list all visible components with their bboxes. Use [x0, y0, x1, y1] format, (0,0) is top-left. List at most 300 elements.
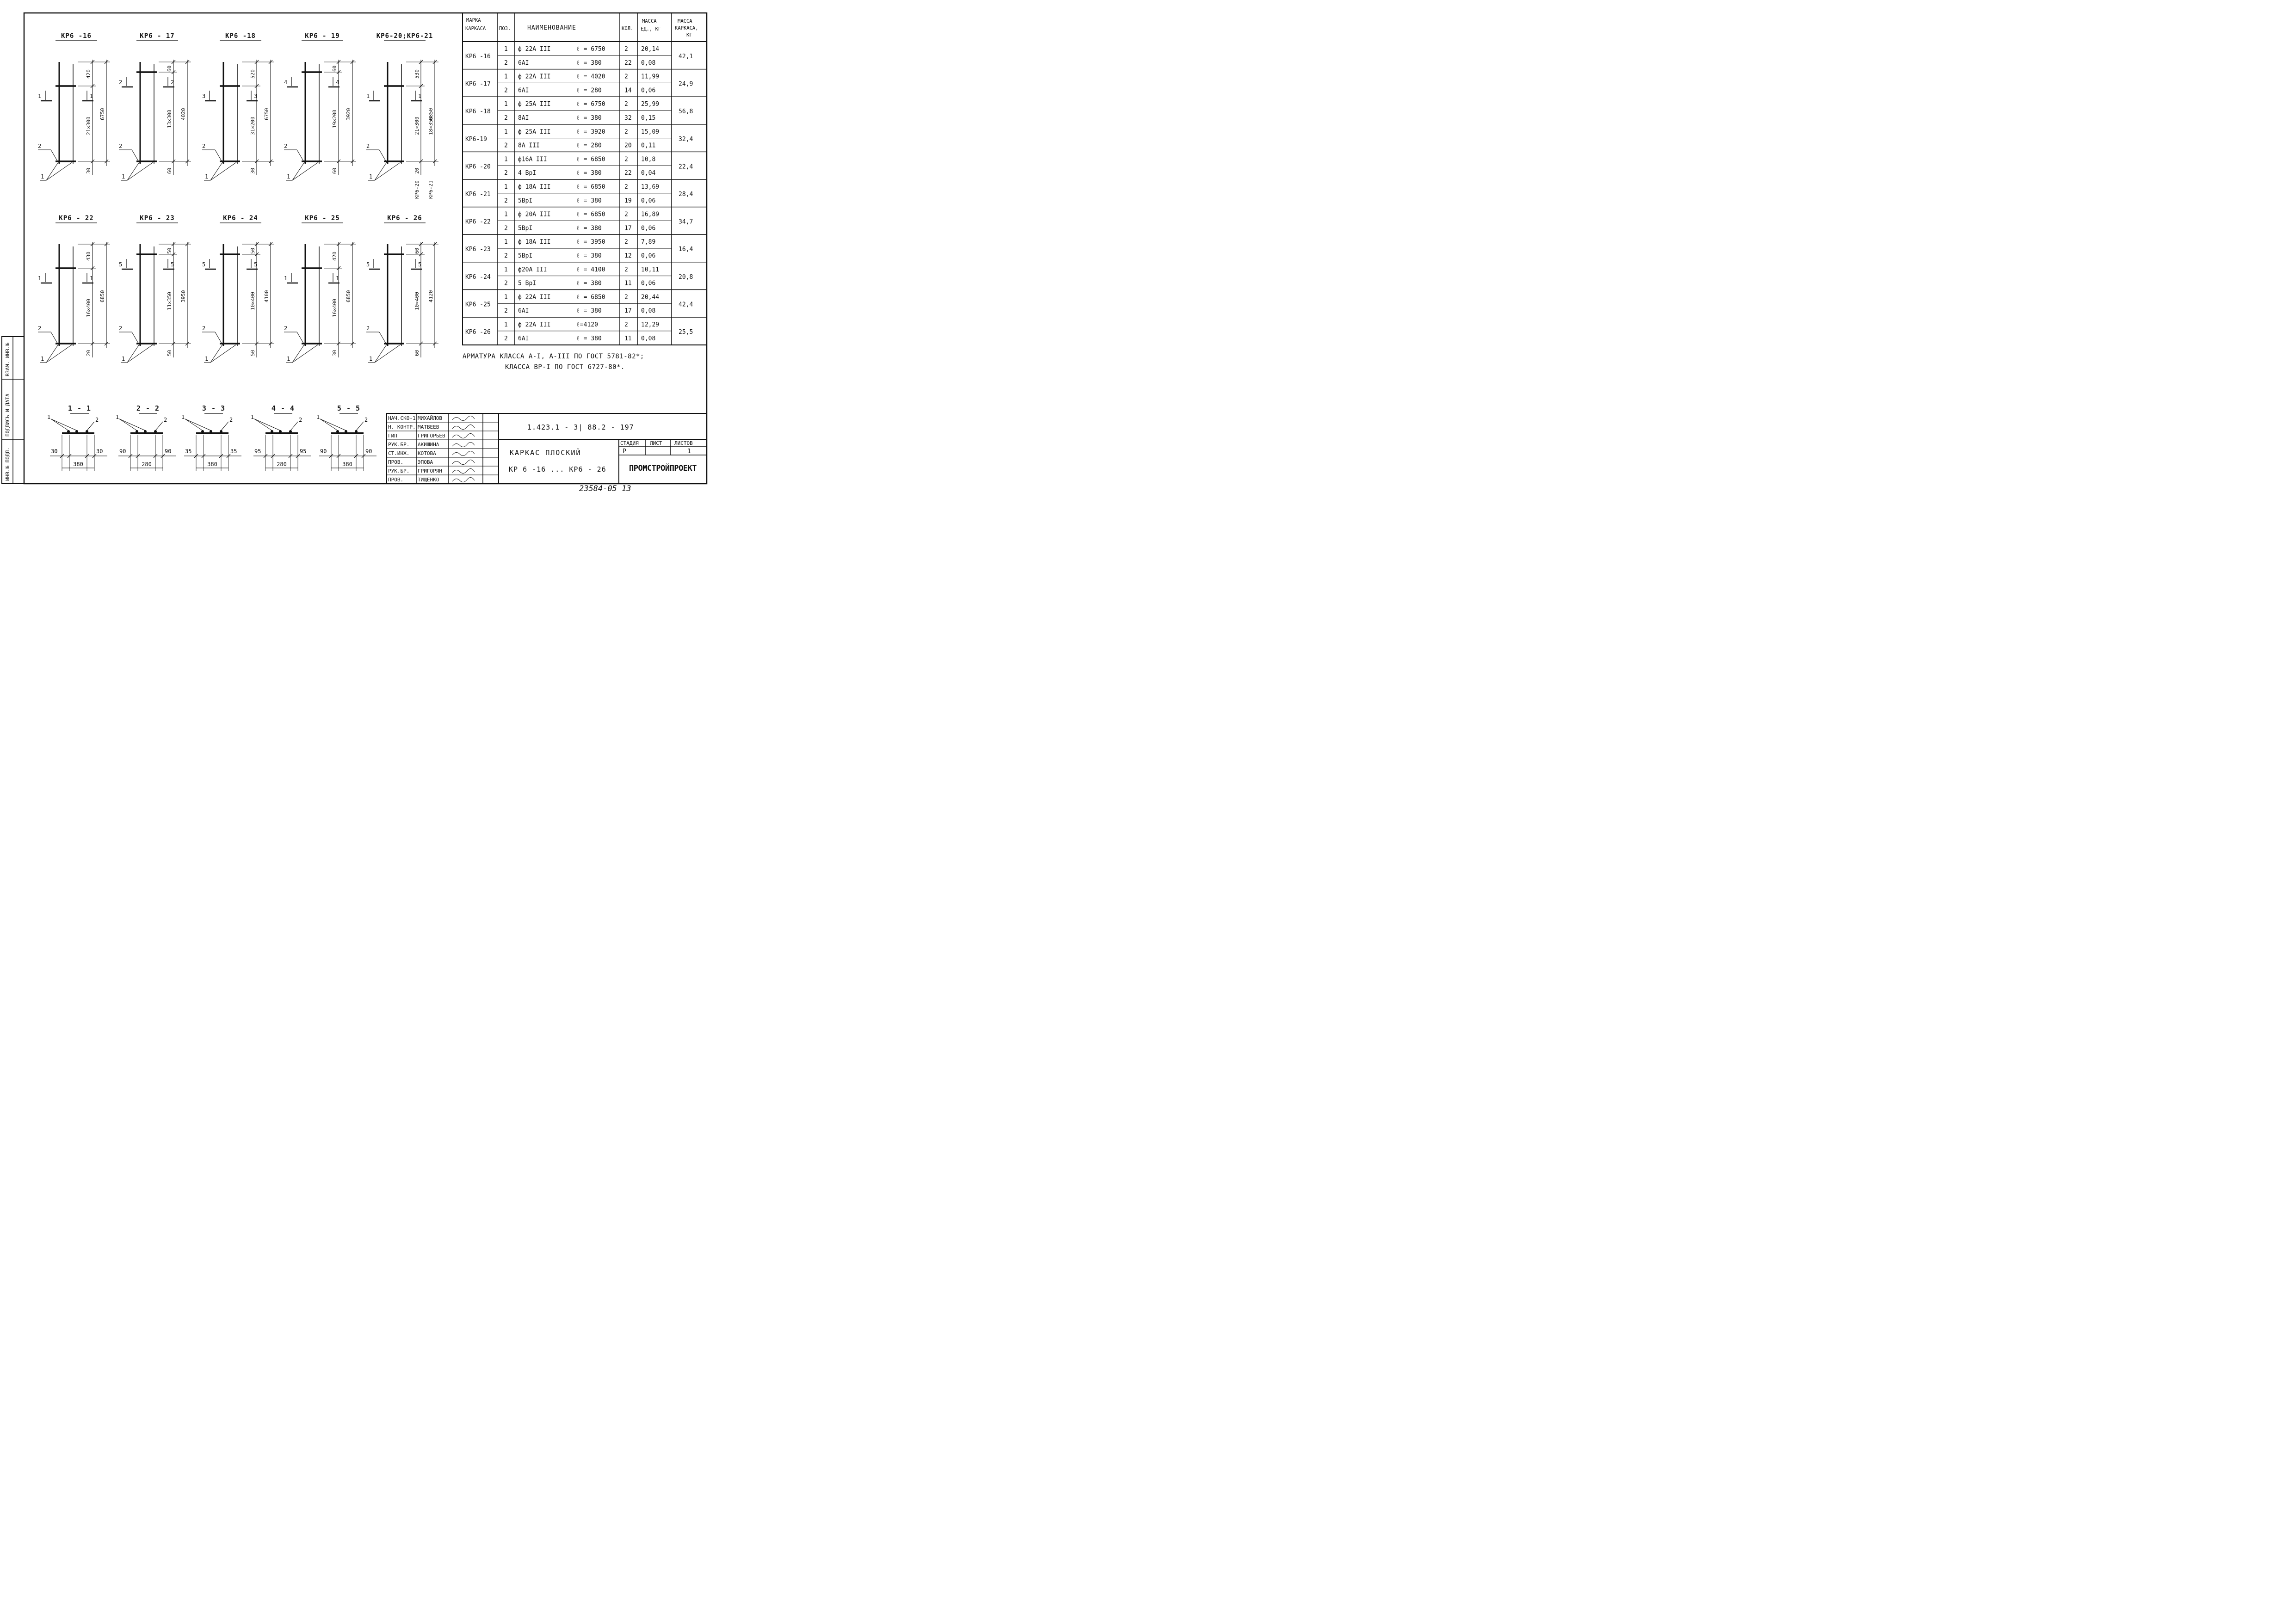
- item-qty: 19: [624, 197, 632, 204]
- leader: [221, 422, 228, 431]
- dim-label: 11×350: [167, 292, 173, 310]
- leader: [215, 150, 222, 161]
- dim-label: 420: [332, 252, 338, 261]
- leader: [320, 419, 346, 431]
- position-label: 1: [369, 173, 373, 180]
- section-mark-label: 5: [171, 261, 174, 268]
- leader: [127, 162, 153, 180]
- item-mass: 0,04: [641, 170, 656, 177]
- leader: [254, 419, 272, 431]
- dim-label: 520: [250, 69, 256, 79]
- stamp-name: ГРИГОРЬЕВ: [418, 433, 445, 439]
- item-poz: 2: [504, 308, 508, 315]
- section-mark-label: 3: [254, 93, 258, 99]
- note-line2: КЛАССА ВР-I ПО ГОСТ 6727-80*.: [505, 363, 625, 371]
- dim-label: 6750: [264, 108, 270, 120]
- item-mass: 10,11: [641, 266, 660, 273]
- leader: [210, 344, 236, 363]
- signature-mark: [452, 460, 475, 464]
- item-poz: 2: [504, 87, 508, 94]
- leader: [132, 332, 138, 343]
- item-poz: 1: [504, 101, 508, 108]
- dim-label: 380: [73, 461, 83, 468]
- dim-label: 4100: [264, 290, 270, 302]
- item-qty: 17: [624, 225, 632, 232]
- frame-drawing: [284, 32, 356, 180]
- section-mark-label: 5: [366, 261, 370, 268]
- item-mass: 0,06: [641, 197, 656, 204]
- item-name: 6АI: [518, 335, 529, 342]
- row-total-mass: 20,8: [679, 273, 693, 281]
- section-mark-label: 1: [366, 93, 370, 99]
- position-label: 1: [287, 356, 290, 362]
- item-qty: 11: [624, 335, 632, 342]
- section-drawings: [47, 404, 376, 471]
- signature-mark: [452, 442, 475, 447]
- hdr-name: НАИМЕНОВАНИЕ: [527, 25, 576, 31]
- position-label: 2: [284, 325, 288, 332]
- section-mark-label: 2: [171, 79, 174, 86]
- leader: [185, 419, 203, 431]
- leader: [292, 162, 304, 180]
- dim-label: 50: [167, 350, 173, 356]
- leader: [132, 150, 138, 161]
- dim-label: 90: [320, 448, 327, 455]
- row-total-mass: 25,5: [679, 329, 693, 336]
- position-label: 2: [38, 143, 42, 149]
- doc-code: 1.423.1 - 3| 88.2 - 197: [527, 423, 634, 431]
- item-qty: 2: [624, 321, 628, 328]
- dim-label: 50: [167, 247, 173, 254]
- leader: [375, 162, 387, 180]
- stage-label: СТАДИЯ: [620, 440, 639, 446]
- dim-label: 16×400: [86, 299, 92, 317]
- stamp-name: ГРИГОРЯН: [418, 468, 442, 474]
- row-mark: КР6 -16: [465, 53, 491, 60]
- item-name: ф 20А III: [518, 211, 551, 218]
- stamp-name: ТИЩЕНКО: [418, 477, 439, 483]
- item-length: ℓ = 380: [576, 170, 602, 177]
- item-length: ℓ = 6850: [576, 211, 605, 218]
- frame-variant-label: КР6-20: [414, 180, 420, 199]
- item-qty: 2: [624, 46, 628, 53]
- position-label: 1: [205, 356, 209, 362]
- frame-drawing: [119, 32, 191, 180]
- dim-label: 50: [250, 247, 256, 254]
- dim-label: 60: [167, 65, 173, 72]
- position-label: 2: [164, 417, 167, 423]
- leader: [127, 162, 139, 180]
- item-mass: 13,69: [641, 184, 660, 191]
- item-length: ℓ = 3950: [576, 239, 605, 246]
- item-poz: 2: [504, 197, 508, 204]
- item-length: ℓ = 6750: [576, 46, 605, 53]
- section-mark-label: 1: [90, 93, 93, 99]
- position-label: 1: [251, 414, 254, 420]
- frame-drawing: [202, 32, 274, 180]
- item-mass: 11,99: [641, 73, 660, 80]
- dim-label: 280: [142, 461, 152, 468]
- cross-section: [47, 404, 107, 471]
- item-poz: 2: [504, 59, 508, 67]
- position-label: 1: [122, 356, 125, 362]
- item-mass: 7,89: [641, 239, 656, 246]
- dim-label: 90: [165, 448, 172, 455]
- leader: [215, 332, 222, 343]
- item-qty: 2: [624, 184, 628, 191]
- dim-label: 280: [277, 461, 287, 468]
- signature-mark: [452, 433, 475, 438]
- position-label: 2: [364, 417, 368, 423]
- dim-label: 10×400: [250, 292, 256, 310]
- section-mark-label: 1: [284, 275, 288, 282]
- item-length: ℓ = 6850: [576, 156, 605, 163]
- item-mass: 12,29: [641, 321, 660, 328]
- item-name: ф 22А III: [518, 321, 551, 328]
- section-mark-label: 1: [336, 275, 339, 282]
- item-mass: 25,99: [641, 101, 660, 108]
- leader: [51, 419, 77, 431]
- row-total-mass: 24,9: [679, 80, 693, 88]
- hdr-mass-ed2: ЕД., КГ: [641, 26, 661, 32]
- item-poz: 1: [504, 184, 508, 191]
- item-name: 6АI: [518, 308, 529, 315]
- signature-mark: [452, 477, 475, 482]
- item-name: ф 18А III: [518, 184, 551, 191]
- position-label: 2: [119, 143, 123, 149]
- dim-label: 4120: [428, 290, 434, 302]
- specification-table: [463, 13, 707, 345]
- item-qty: 2: [624, 101, 628, 108]
- footer-number: 23584-05 13: [579, 484, 631, 493]
- row-mark: КР6 -22: [465, 218, 491, 226]
- section-mark-label: 1: [38, 93, 42, 99]
- frame-drawing: [119, 215, 191, 363]
- position-label: 1: [122, 173, 125, 180]
- item-poz: 1: [504, 156, 508, 163]
- sheet-label: ЛИСТ: [650, 440, 662, 446]
- item-length: ℓ = 6850: [576, 184, 605, 191]
- dim-label: 13×300: [167, 110, 173, 128]
- position-label: 1: [116, 414, 119, 420]
- hdr-marka2: КАРКАСА: [465, 26, 486, 31]
- dim-label: 10×400: [414, 292, 420, 310]
- item-poz: 1: [504, 46, 508, 53]
- row-mark: КР6 -25: [465, 301, 491, 308]
- table-row: [463, 184, 707, 207]
- frame-title: КР6 - 25: [305, 215, 340, 222]
- leader: [46, 162, 72, 180]
- position-label: 1: [47, 414, 51, 420]
- table-row: [463, 74, 707, 97]
- row-total-mass: 56,8: [679, 108, 693, 116]
- section-mark-label: 1: [418, 93, 422, 99]
- dim-label: 30: [332, 350, 338, 356]
- dim-label: 35: [230, 448, 237, 455]
- frame-drawing: [202, 215, 274, 363]
- item-name: ф 18А III: [518, 239, 551, 246]
- dim-label: 380: [207, 461, 217, 468]
- leader: [46, 344, 72, 363]
- stamp-name: АКИШИНА: [418, 442, 439, 448]
- dim-label: 30: [96, 448, 103, 455]
- hdr-marka: МАРКА: [466, 18, 481, 23]
- item-name: ф 25А III: [518, 128, 551, 135]
- section-title: 5 - 5: [337, 404, 361, 412]
- dim-label: 60: [414, 247, 420, 254]
- dim-label: 30: [51, 448, 58, 455]
- leader: [375, 162, 401, 180]
- item-poz: 2: [504, 225, 508, 232]
- row-total-mass: 42,4: [679, 301, 693, 308]
- hdr-poz: ПОЗ.: [499, 26, 511, 31]
- table-row: [463, 294, 707, 317]
- item-mass: 0,06: [641, 280, 656, 287]
- stamp-role: ПРОВ.: [388, 459, 404, 465]
- item-name: ф20А III: [518, 266, 547, 273]
- item-length: ℓ = 380: [576, 335, 602, 342]
- frame-drawing: [366, 32, 438, 199]
- cross-section: [181, 404, 241, 471]
- section-title: 2 - 2: [136, 404, 160, 412]
- row-mark: КР6 -24: [465, 273, 491, 281]
- item-mass: 0,06: [641, 225, 656, 232]
- row-total-mass: 22,4: [679, 163, 693, 171]
- sheets-value: 1: [687, 448, 691, 455]
- item-name: ф 22А III: [518, 46, 551, 53]
- stamp-rows: [387, 415, 499, 483]
- position-label: 2: [95, 417, 99, 423]
- leader: [375, 344, 401, 363]
- section-mark-label: 5: [119, 261, 123, 268]
- spec-rows: [463, 46, 707, 345]
- leader: [356, 422, 364, 431]
- cross-section: [316, 404, 376, 471]
- dim-label: 21×300: [86, 117, 92, 135]
- item-length: ℓ = 280: [576, 142, 602, 149]
- table-row: [463, 101, 707, 124]
- table-row: [463, 211, 707, 235]
- item-qty: 22: [624, 59, 632, 67]
- dim-label: 530: [414, 69, 420, 79]
- item-qty: 22: [624, 170, 632, 177]
- leader: [46, 344, 58, 363]
- frame-title: КР6 -18: [225, 32, 256, 40]
- stamp-row: [387, 459, 499, 466]
- section-mark-label: 5: [418, 261, 422, 268]
- position-label: 2: [299, 417, 302, 423]
- leader: [297, 150, 303, 161]
- leader: [51, 419, 68, 431]
- item-name: 5ВрI: [518, 225, 533, 232]
- item-qty: 11: [624, 280, 632, 287]
- leader: [254, 419, 280, 431]
- dim-label: 60: [167, 167, 173, 174]
- item-qty: 20: [624, 142, 632, 149]
- item-qty: 12: [624, 252, 632, 259]
- table-row: [463, 266, 707, 290]
- item-length: ℓ = 380: [576, 225, 602, 232]
- dim-label: 3950: [180, 290, 186, 302]
- item-qty: 14: [624, 87, 632, 94]
- leader: [185, 419, 211, 431]
- leader: [292, 162, 318, 180]
- leader: [379, 150, 386, 161]
- row-mark: КР6 -26: [465, 329, 491, 336]
- section-mark-label: 5: [254, 261, 258, 268]
- leader: [87, 422, 94, 431]
- item-length: ℓ = 380: [576, 308, 602, 315]
- item-poz: 1: [504, 211, 508, 218]
- sheet-title-2: КР 6 -16 ... КР6 - 26: [509, 465, 606, 474]
- dim-label: 60: [414, 350, 420, 356]
- item-length: ℓ = 6850: [576, 294, 605, 301]
- item-length: ℓ = 4020: [576, 73, 605, 80]
- dim-label: 6850: [99, 290, 105, 302]
- table-row: [463, 156, 707, 179]
- position-label: 1: [181, 414, 185, 420]
- stamp-row: [388, 477, 475, 483]
- hdr-mass-k3: КГ: [686, 32, 692, 38]
- position-label: 2: [366, 325, 370, 332]
- item-name: 5ВрI: [518, 252, 533, 259]
- leader: [210, 344, 222, 363]
- item-name: 5ВрI: [518, 197, 533, 204]
- row-total-mass: 16,4: [679, 246, 693, 253]
- item-mass: 15,09: [641, 128, 660, 135]
- dim-label: 20: [414, 167, 420, 174]
- section-mark-label: 4: [336, 79, 339, 86]
- section-mark-label: 3: [202, 93, 206, 99]
- row-total-mass: 42,1: [679, 53, 693, 60]
- frame-drawing: [38, 215, 110, 363]
- dim-label: 60: [332, 65, 338, 72]
- leader: [119, 419, 137, 431]
- side-label-sign: ПОДПИСЬ И ДАТА: [5, 394, 11, 437]
- position-label: 1: [41, 173, 44, 180]
- stamp-role: ГИП: [388, 433, 397, 439]
- item-poz: 1: [504, 128, 508, 135]
- dim-label: 430: [86, 252, 92, 261]
- item-poz: 2: [504, 280, 508, 287]
- dim-label: 50: [250, 350, 256, 356]
- frame-title: КР6 - 26: [387, 215, 422, 222]
- stamp-name: КОТОВА: [418, 450, 436, 456]
- position-label: 2: [366, 143, 370, 149]
- table-row: [463, 321, 707, 345]
- leader: [292, 344, 318, 363]
- item-mass: 0,11: [641, 142, 656, 149]
- item-name: ф 22А III: [518, 294, 551, 301]
- item-length: ℓ = 6750: [576, 101, 605, 108]
- item-name: ф 25А III: [518, 101, 551, 108]
- item-qty: 17: [624, 308, 632, 315]
- stamp-row: [387, 450, 499, 457]
- item-mass: 20,44: [641, 294, 660, 301]
- item-mass: 10,8: [641, 156, 656, 163]
- item-mass: 0,15: [641, 115, 656, 122]
- dim-label: 60: [332, 167, 338, 174]
- item-mass: 0,08: [641, 59, 656, 67]
- dim-label: 30: [250, 167, 256, 174]
- position-label: 2: [119, 325, 123, 332]
- dim-label: 31×200: [250, 117, 256, 135]
- item-length: ℓ = 380: [576, 197, 602, 204]
- item-name: ф16А III: [518, 156, 547, 163]
- item-poz: 1: [504, 266, 508, 273]
- frame-title: КР6 - 22: [59, 215, 94, 222]
- frame-title: КР6 - 23: [140, 215, 175, 222]
- stamp-role: СТ.ИНЖ.: [388, 450, 410, 456]
- item-mass: 20,14: [641, 46, 660, 53]
- dim-label: 6850: [428, 108, 434, 120]
- leader: [46, 162, 58, 180]
- item-qty: 2: [624, 266, 628, 273]
- leader: [320, 419, 338, 431]
- dim-label: 6850: [346, 290, 352, 302]
- item-mass: 0,08: [641, 308, 656, 315]
- section-title: 3 - 3: [202, 404, 226, 412]
- item-length: ℓ = 380: [576, 280, 602, 287]
- signature-mark: [452, 416, 475, 420]
- cross-section: [116, 404, 176, 471]
- table-row: [463, 129, 707, 152]
- item-name: 5 ВрI: [518, 280, 537, 287]
- dim-label: 30: [86, 167, 92, 174]
- dim-label: 21×300: [414, 117, 420, 135]
- table-row: [463, 46, 707, 69]
- frame-title: КР6 - 19: [305, 32, 340, 40]
- stamp-role: НАЧ.СКО-1: [388, 415, 416, 421]
- stamp-role: РУК.БР.: [388, 468, 410, 474]
- item-poz: 1: [504, 321, 508, 328]
- item-mass: 0,06: [641, 87, 656, 94]
- position-label: 2: [284, 143, 288, 149]
- section-title: 4 - 4: [271, 404, 295, 412]
- row-mark: КР6 -17: [465, 80, 491, 88]
- position-label: 1: [316, 414, 320, 420]
- dim-label: 19×200: [332, 110, 338, 128]
- position-label: 2: [202, 143, 206, 149]
- item-qty: 2: [624, 211, 628, 218]
- row-mark: КР6 -18: [465, 108, 491, 116]
- dim-label: 95: [254, 448, 261, 455]
- row-total-mass: 28,4: [679, 191, 693, 198]
- stamp-name: МИХАЙЛОВ: [418, 415, 442, 421]
- section-mark-label: 2: [119, 79, 123, 86]
- section-mark-label: 1: [38, 275, 42, 282]
- dim-label: 3920: [346, 108, 352, 120]
- position-label: 1: [287, 173, 290, 180]
- frame-drawings: [38, 32, 438, 363]
- row-mark: КР6 -23: [465, 246, 491, 253]
- item-qty: 32: [624, 115, 632, 122]
- hdr-kol: КОЛ.: [622, 26, 634, 31]
- item-name: 6АI: [518, 87, 529, 94]
- dim-label: 6750: [99, 108, 105, 120]
- sheets-label: ЛИСТОВ: [674, 440, 693, 446]
- frame-title: КР6 - 24: [223, 215, 258, 222]
- item-name: 8АI: [518, 115, 529, 122]
- leader: [210, 162, 236, 180]
- item-poz: 1: [504, 239, 508, 246]
- item-mass: 0,06: [641, 252, 656, 259]
- item-length: ℓ = 4100: [576, 266, 605, 273]
- hdr-mass-k: МАССА: [678, 18, 692, 24]
- stage-value: Р: [623, 448, 626, 455]
- section-mark-label: 5: [202, 261, 206, 268]
- item-mass: 16,89: [641, 211, 660, 218]
